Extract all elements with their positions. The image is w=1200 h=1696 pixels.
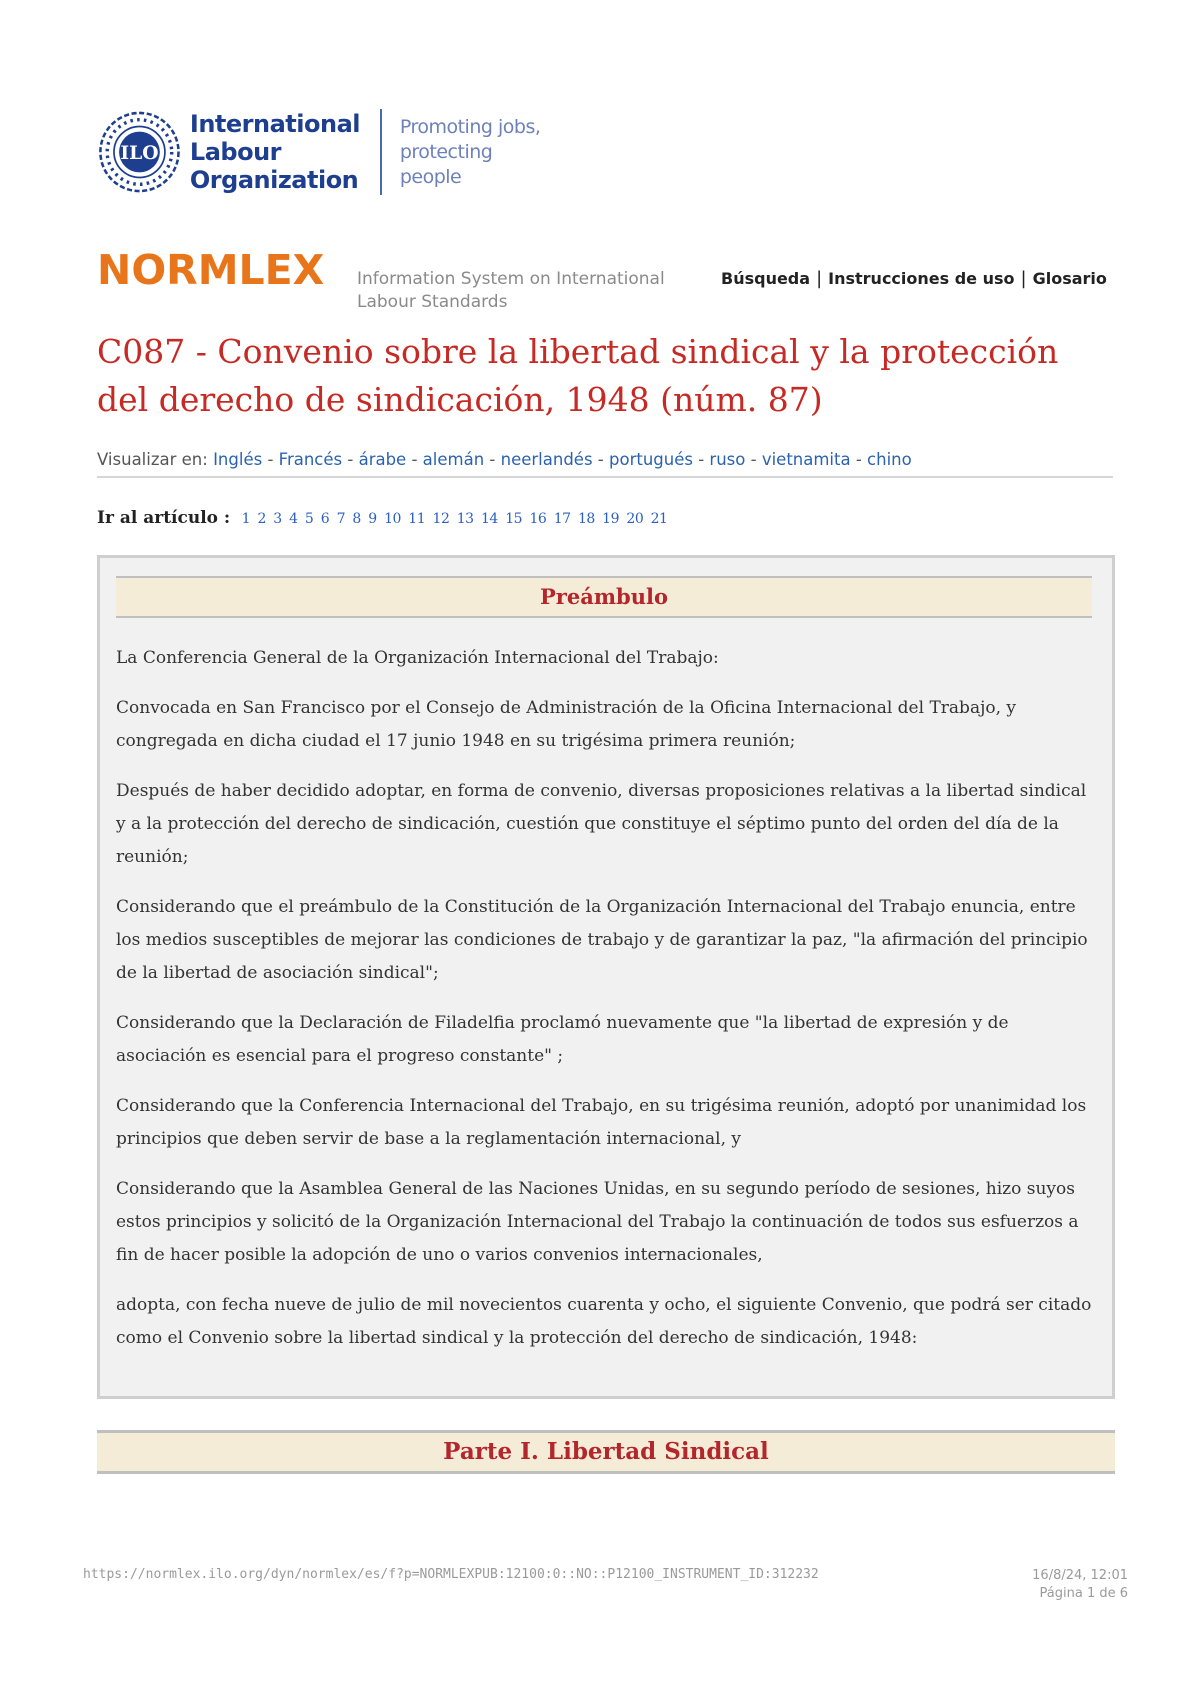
part-one-heading: Parte I. Libertad Sindical	[97, 1430, 1115, 1474]
article-link[interactable]: 7	[336, 511, 345, 527]
nav-link-busqueda[interactable]: Búsqueda	[721, 269, 811, 288]
language-list	[213, 450, 912, 469]
article-link[interactable]: 2	[257, 511, 266, 527]
article-link[interactable]: 14	[481, 511, 498, 527]
language-separator: -	[342, 450, 359, 469]
footer-page: Página 1 de 6	[1039, 1586, 1128, 1601]
article-link[interactable]: 10	[384, 511, 401, 527]
normlex-brand[interactable]: NORMLEX	[97, 246, 325, 294]
article-link[interactable]: 21	[650, 511, 668, 527]
language-link[interactable]: vietnamita	[761, 450, 851, 469]
footer-url: https://normlex.ilo.org/dyn/normlex/es/f?p=NORMLEXPUB:12100:0::NO::P12100_INSTRUMENT_ID:312232	[83, 1567, 819, 1582]
org-name	[190, 110, 360, 194]
preamble-text	[116, 642, 1096, 1372]
article-link[interactable]: 17	[553, 511, 571, 527]
article-link[interactable]: 18	[577, 511, 595, 527]
emblem-text: ILO	[120, 141, 159, 164]
slogan-line: protecting people	[399, 140, 493, 188]
preamble-heading: Preámbulo	[116, 576, 1092, 618]
language-separator: -	[692, 450, 710, 469]
org-name-line: International	[189, 110, 360, 138]
org-name-line: Labour	[189, 138, 281, 166]
article-link[interactable]: 12	[432, 511, 450, 527]
preamble-paragraph: Considerando que la Asamblea General de las Naciones Unidas, en su segundo período de sesiones, hizo suyos estos principios y solicitó de la Organización Internacional del Trabajo la continuación de todos sus esfuerzos a fin de hacer posible la adopción de uno o varios convenios internacionales,	[116, 1179, 1079, 1265]
preamble-paragraph: Considerando que la Declaración de Filadelfia proclamó nuevamente que "la libertad de expresión y de asociación es esencial para el progreso constante" ;	[116, 1013, 1009, 1066]
normlex-subtitle: Information System on International Labour Standards	[357, 269, 665, 312]
article-link[interactable]: 3	[273, 511, 282, 527]
language-separator: -	[406, 450, 423, 469]
ilo-logo[interactable]	[97, 104, 547, 200]
nav-link-instrucciones[interactable]: Instrucciones de uso	[828, 269, 1015, 288]
article-link[interactable]: 11	[408, 511, 426, 527]
article-link[interactable]: 20	[626, 511, 644, 527]
logo-divider	[380, 109, 382, 195]
view-label: Visualizar en:	[97, 450, 208, 469]
language-link[interactable]: portugués	[609, 450, 693, 469]
org-name-line: Organization	[189, 166, 359, 194]
preamble-paragraph: Después de haber decidido adoptar, en forma de convenio, diversas proposiciones relativas a la libertad sindical y a la protección del derecho de sindicación, cuestión que constituye el séptimo punto del orden del día de la reunión;	[116, 781, 1087, 867]
preamble-paragraph: adopta, con fecha nueve de julio de mil novecientos cuarenta y ocho, el siguiente Convenio, que podrá ser citado como el Convenio sobre la libertad sindical y la protección del derecho de sindicación, 1948:	[116, 1295, 1092, 1348]
slogan-line: Promoting jobs,	[399, 115, 541, 138]
article-link[interactable]: 8	[352, 511, 361, 527]
article-link[interactable]: 4	[289, 511, 298, 527]
divider	[97, 476, 1113, 478]
goto-label: Ir al artículo :	[97, 508, 231, 528]
article-link[interactable]: 16	[529, 511, 547, 527]
language-link[interactable]: Francés	[278, 450, 343, 469]
language-bar	[97, 450, 1113, 469]
footer-datetime: 16/8/24, 12:01	[1032, 1568, 1128, 1583]
preamble-paragraph: Considerando que la Conferencia Internacional del Trabajo, en su trigésima reunión, adoptó por unanimidad los principios que deben servir de base a la reglamentación internacional, y	[116, 1096, 1087, 1149]
preamble-box	[97, 555, 1115, 1399]
nav-separator: |	[1020, 268, 1027, 289]
article-link[interactable]: 15	[505, 511, 523, 527]
article-link[interactable]: 1	[241, 511, 251, 527]
preamble-paragraph: Considerando que el preámbulo de la Constitución de la Organización Internacional del Trabajo enuncia, entre los medios susceptibles de mejorar las condiciones de trabajo y de garantizar la paz, "la afirmación del principio de la libertad de asociación sindical";	[116, 897, 1088, 983]
language-link[interactable]: alemán	[422, 450, 485, 469]
document-title: C087 - Convenio sobre la libertad sindical y la protección del derecho de sindicación, 1948 (núm. 87)	[97, 332, 1059, 419]
preamble-paragraph: Convocada en San Francisco por el Consejo de Administración de la Oficina Internacional del Trabajo, y congregada en dicha ciudad el 17 junio 1948 en su trigésima primera reunión;	[116, 698, 1016, 751]
preamble-paragraph: La Conferencia General de la Organización Internacional del Trabajo:	[116, 648, 719, 668]
article-link[interactable]: 13	[456, 511, 474, 527]
article-link[interactable]: 5	[304, 511, 314, 527]
language-link[interactable]: ruso	[709, 450, 746, 469]
article-list	[242, 508, 670, 528]
slogan	[400, 115, 547, 190]
article-link[interactable]: 19	[602, 511, 619, 527]
top-nav	[721, 268, 1107, 289]
language-separator: -	[745, 450, 762, 469]
language-separator: -	[592, 450, 609, 469]
footer-meta	[1032, 1567, 1128, 1603]
nav-separator: |	[816, 268, 823, 289]
language-separator: -	[850, 450, 868, 469]
language-link[interactable]: chino	[867, 450, 912, 469]
article-nav	[97, 508, 669, 528]
language-link[interactable]: neerlandés	[500, 450, 593, 469]
nav-link-glosario[interactable]: Glosario	[1032, 269, 1107, 288]
article-link[interactable]: 6	[320, 511, 330, 527]
language-separator: -	[262, 450, 279, 469]
language-link[interactable]: Inglés	[213, 450, 263, 469]
language-link[interactable]: árabe	[358, 450, 407, 469]
language-separator: -	[484, 450, 501, 469]
ilo-emblem-icon	[97, 106, 182, 198]
article-link[interactable]: 9	[368, 511, 377, 527]
